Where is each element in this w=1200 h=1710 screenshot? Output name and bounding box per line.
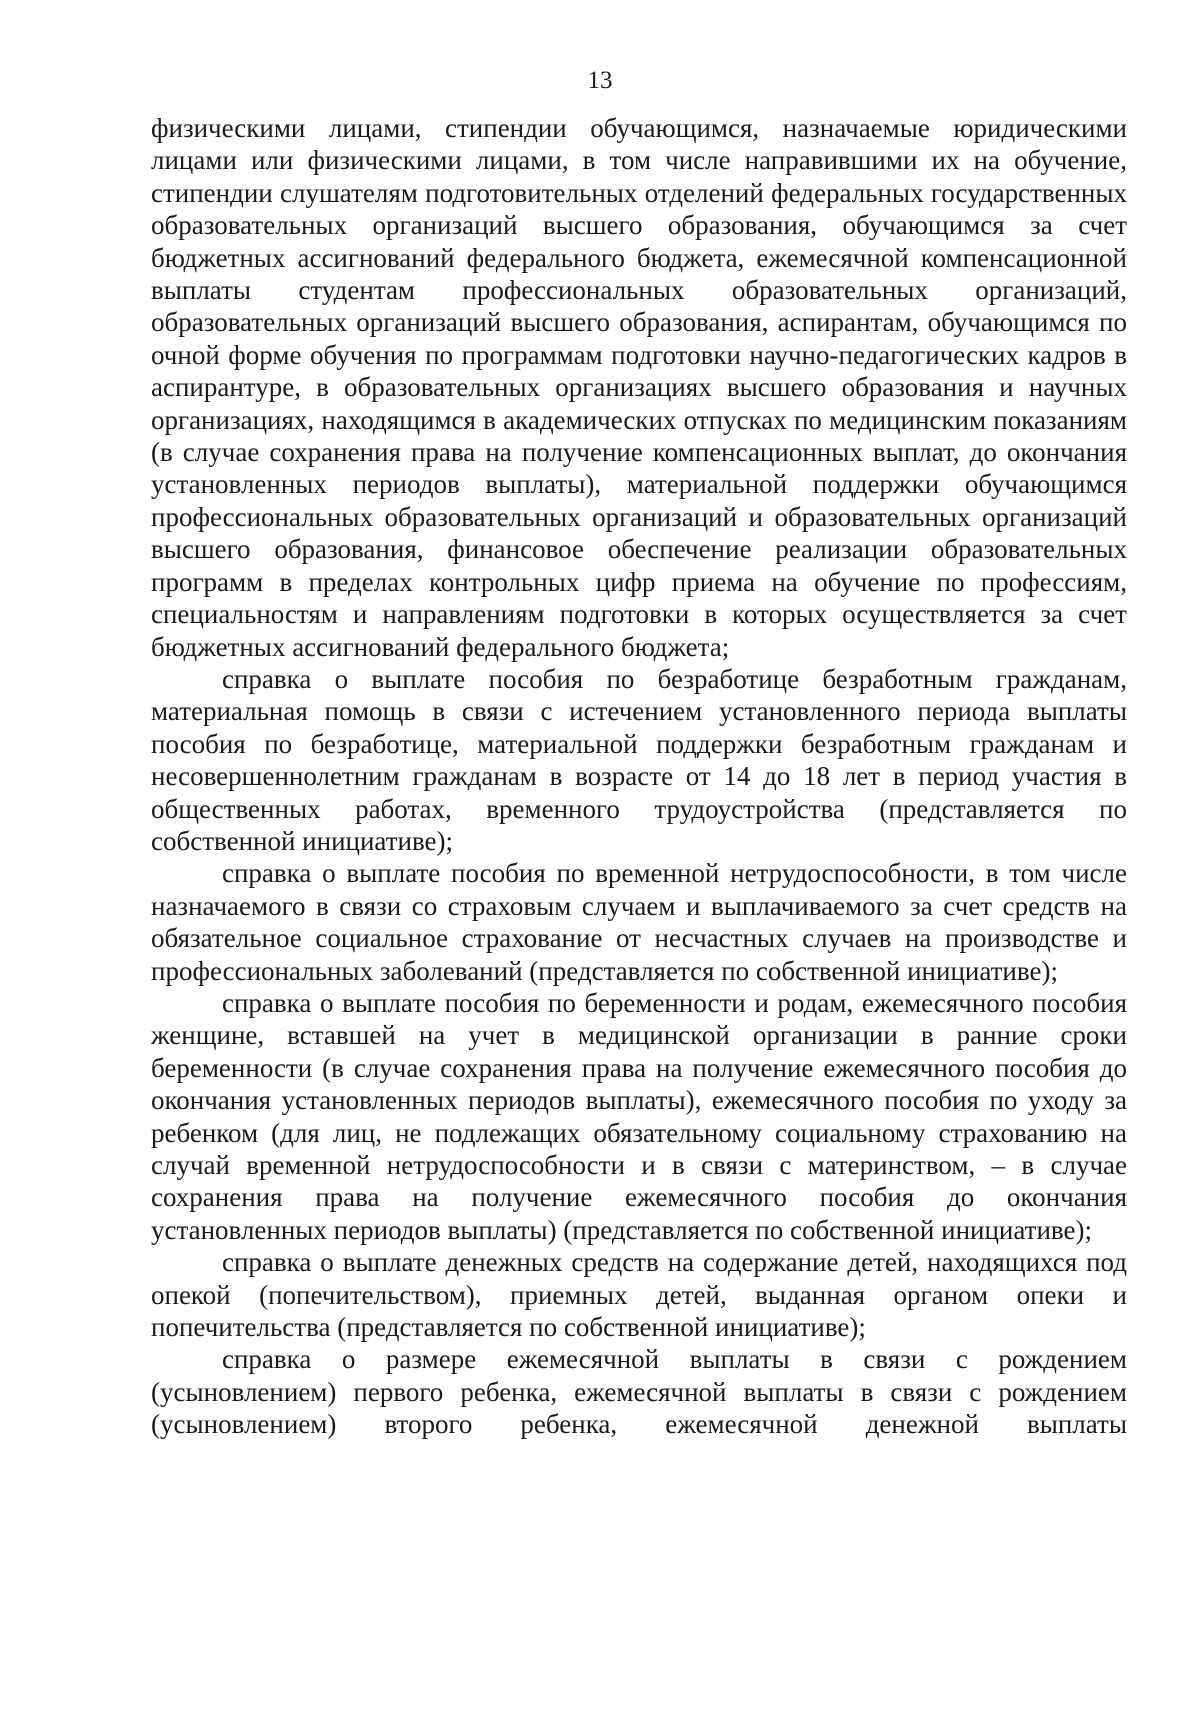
paragraph-guardianship-payments: справка о выплате денежных средств на содержание детей, находящихся под опекой (попечительством), приемных детей, выданная органом опеки и попечительства (представляется по собственной инициативе); — [151, 1247, 1127, 1343]
page-number: 13 — [587, 67, 613, 94]
paragraph-maternity-benefit: справка о выплате пособия по беременности и родам, ежемесячного пособия женщине, вставшей на учет в медицинской организации в ранние сроки беременности (в случае сохранения права на получение ежемесячного пособия до окончания установленных периодов выплаты), ежемесячного пособия по уходу за ребенком (для лиц, не подлежащих обязательному социальному страхованию на случай временной нетрудоспособности и в связи с материнством, – в случае сохранения права на получение ежемесячного пособия до окончания установленных периодов выплаты) (представляется по собственной инициативе); — [151, 987, 1127, 1245]
paragraph-child-birth-payment: справка о размере ежемесячной выплаты в связи с рождением (усыновлением) первого ребенка, ежемесячной выплаты в связи с рождением (усыновлением) второго ребенка, ежемесячной денежной выплаты — [151, 1344, 1127, 1440]
paragraph-unemployment-benefit: справка о выплате пособия по безработице безработным гражданам, материальная помощь в связи с истечением установленного периода выплаты пособия по безработице, материальной поддержки безработным гражданам и несовершеннолетним гражданам в возрасте от 14 до 18 лет в период участия в общественных работах, временного трудоустройства (представляется по собственной инициативе); — [151, 663, 1127, 856]
document-body — [151, 112, 1127, 1441]
paragraph-temporary-disability: справка о выплате пособия по временной нетрудоспособности, в том числе назначаемого в связи со страховым случаем и выплачиваемого за счет средств на обязательное социальное страхование от несчастных случаев на производстве и профессиональных заболеваний (представляется по собственной инициативе); — [151, 858, 1127, 986]
paragraph-continuation: физическими лицами, стипендии обучающимся, назначаемые юридическими лицами или физическими лицами, в том числе направившими их на обучение, стипендии слушателям подготовительных отделений федеральных государственных образовательных организаций высшего образования, обучающимся за счет бюджетных ассигнований федерального бюджета, ежемесячной компенсационной выплаты студентам профессиональных образовательных организаций, образовательных организаций высшего образования, аспирантам, обучающимся по очной форме обучения по программам подготовки научно-педагогических кадров в аспирантуре, в образовательных организациях высшего образования и научных организациях, находящимся в академических отпусках по медицинским показаниям (в случае сохранения права на получение компенсационных выплат, до окончания установленных периодов выплаты), материальной поддержки обучающимся профессиональных образовательных организаций и образовательных организаций высшего образования, финансовое обеспечение реализации образовательных программ в пределах контрольных цифр приема на обучение по профессиям, специальностям и направлениям подготовки в которых осуществляется за счет бюджетных ассигнований федерального бюджета; — [151, 113, 1127, 662]
